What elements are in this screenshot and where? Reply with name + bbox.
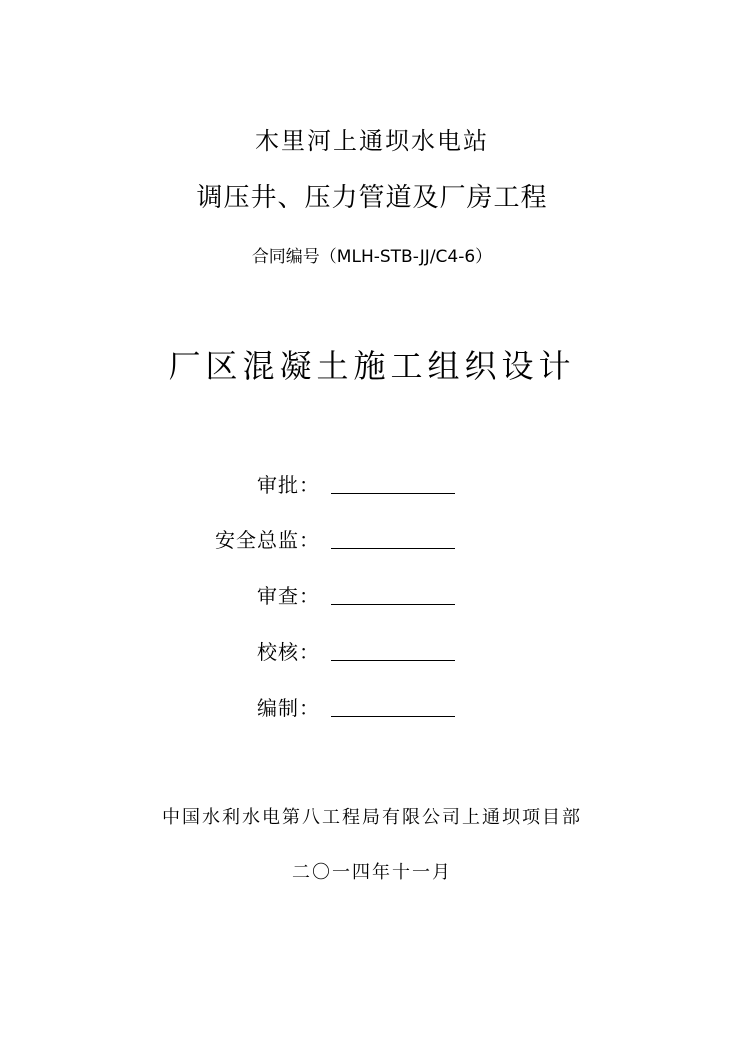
signature-row-safety-director (0, 525, 744, 555)
document-date: 二〇一四年十一月 (292, 862, 452, 883)
project-subtitle: 调压井、压力管道及厂房工程 (196, 183, 548, 213)
signature-label: 审批： (257, 473, 320, 497)
signature-blank-line (331, 548, 455, 549)
signature-label: 编制： (257, 696, 320, 720)
signature-label: 安全总监： (215, 528, 320, 552)
signature-blank-line (331, 604, 455, 605)
contract-number: 合同编号（MLH-STB-JJ/C4-6） (251, 247, 493, 267)
signature-blank-line (331, 716, 455, 717)
signature-label: 校核： (257, 640, 320, 664)
document-title: 厂区混凝土施工组织设计 (168, 347, 576, 385)
signature-row-check (0, 637, 744, 667)
signature-row-prepared (0, 693, 744, 723)
signature-row-approval (0, 470, 744, 500)
signature-row-review (0, 581, 744, 611)
signature-blank-line (331, 493, 455, 494)
signature-label: 审查： (257, 584, 320, 608)
organization-name: 中国水利水电第八工程局有限公司上通坝项目部 (162, 807, 582, 828)
signature-blank-line (331, 660, 455, 661)
project-name: 木里河上通坝水电站 (255, 127, 489, 155)
